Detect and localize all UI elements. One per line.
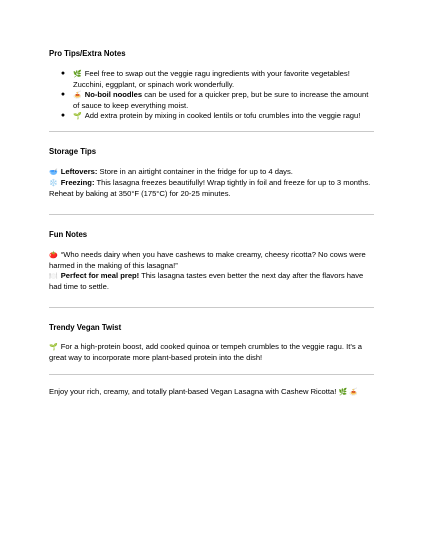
fun-notes-heading: Fun Notes — [49, 230, 88, 239]
herb-pasta-icons: 🌿 🍝 — [338, 389, 358, 396]
divider — [49, 214, 374, 215]
meal-prep-text: This lasagna tastes even better the next day after the flavors have had time to settle. — [49, 271, 364, 291]
list-item-text: Feel free to swap out the veggie ragu ingredients with your favorite vegetables! Zucchini, eggplant, or spinach work wonderfully. — [73, 69, 350, 89]
plate-icon: 🍽️ — [49, 273, 58, 280]
divider — [49, 131, 374, 132]
freezing-text: This lasagna freezes beautifully! Wrap tightly in foil and freeze for up to 3 months. Reheat by baking at 350°F (175°C) for 20-25 minutes. — [49, 178, 371, 198]
pasta-icon: 🍝 — [73, 92, 82, 99]
divider — [49, 307, 374, 308]
pro-tips-list — [49, 69, 374, 122]
list-item — [49, 90, 374, 111]
list-item-text: can be used for a quicker prep, but be sure to increase the amount of sauce to keep everything moist. — [73, 90, 369, 110]
tomato-icon: 🍅 — [49, 252, 58, 259]
divider — [49, 374, 374, 375]
meal-prep-label: Perfect for meal prep! — [60, 271, 140, 280]
seedling-icon: 🌱 — [49, 344, 58, 351]
meal-prep-line — [49, 271, 374, 292]
freezing-line — [49, 178, 374, 199]
bullet-icon: ● — [60, 112, 66, 119]
trendy-text: For a high-protein boost, add cooked quinoa or tempeh crumbles to the veggie ragu. It’s a great way to incorporate more plant-based protein into the dish! — [49, 342, 362, 362]
leftovers-label: Leftovers: — [60, 167, 98, 176]
list-item-text: Add extra protein by mixing in cooked lentils or tofu crumbles into the veggie ragu! — [84, 111, 361, 120]
leftovers-text: Store in an airtight container in the fridge for up to 4 days. — [97, 167, 293, 176]
leftovers-line — [49, 167, 374, 178]
trendy-heading: Trendy Vegan Twist — [49, 323, 122, 332]
storage-body — [49, 167, 374, 199]
bowl-icon: 🥣 — [49, 169, 58, 176]
pro-tips-heading: Pro Tips/Extra Notes — [49, 49, 126, 58]
document-content — [49, 49, 374, 398]
list-item — [49, 69, 374, 90]
snowflake-icon: ❄️ — [49, 180, 58, 187]
list-item — [49, 111, 374, 122]
closing-line — [49, 387, 374, 398]
bullet-icon: ● — [60, 91, 66, 98]
list-item-bold: No-boil noodles — [84, 90, 143, 99]
quote-line — [49, 250, 374, 271]
fun-notes-body — [49, 250, 374, 292]
trendy-body — [49, 342, 374, 363]
bullet-icon: ● — [60, 70, 66, 77]
quote-text: “Who needs dairy when you have cashews to make creamy, cheesy ricotta? No cows were harmed in the making of this lasagna!” — [49, 250, 366, 270]
storage-heading: Storage Tips — [49, 147, 97, 156]
herb-icon: 🌿 — [73, 71, 82, 78]
freezing-label: Freezing: — [60, 178, 95, 187]
closing-text: Enjoy your rich, creamy, and totally plant-based Vegan Lasagna with Cashew Ricotta! — [49, 387, 337, 396]
seedling-icon: 🌱 — [73, 113, 82, 120]
